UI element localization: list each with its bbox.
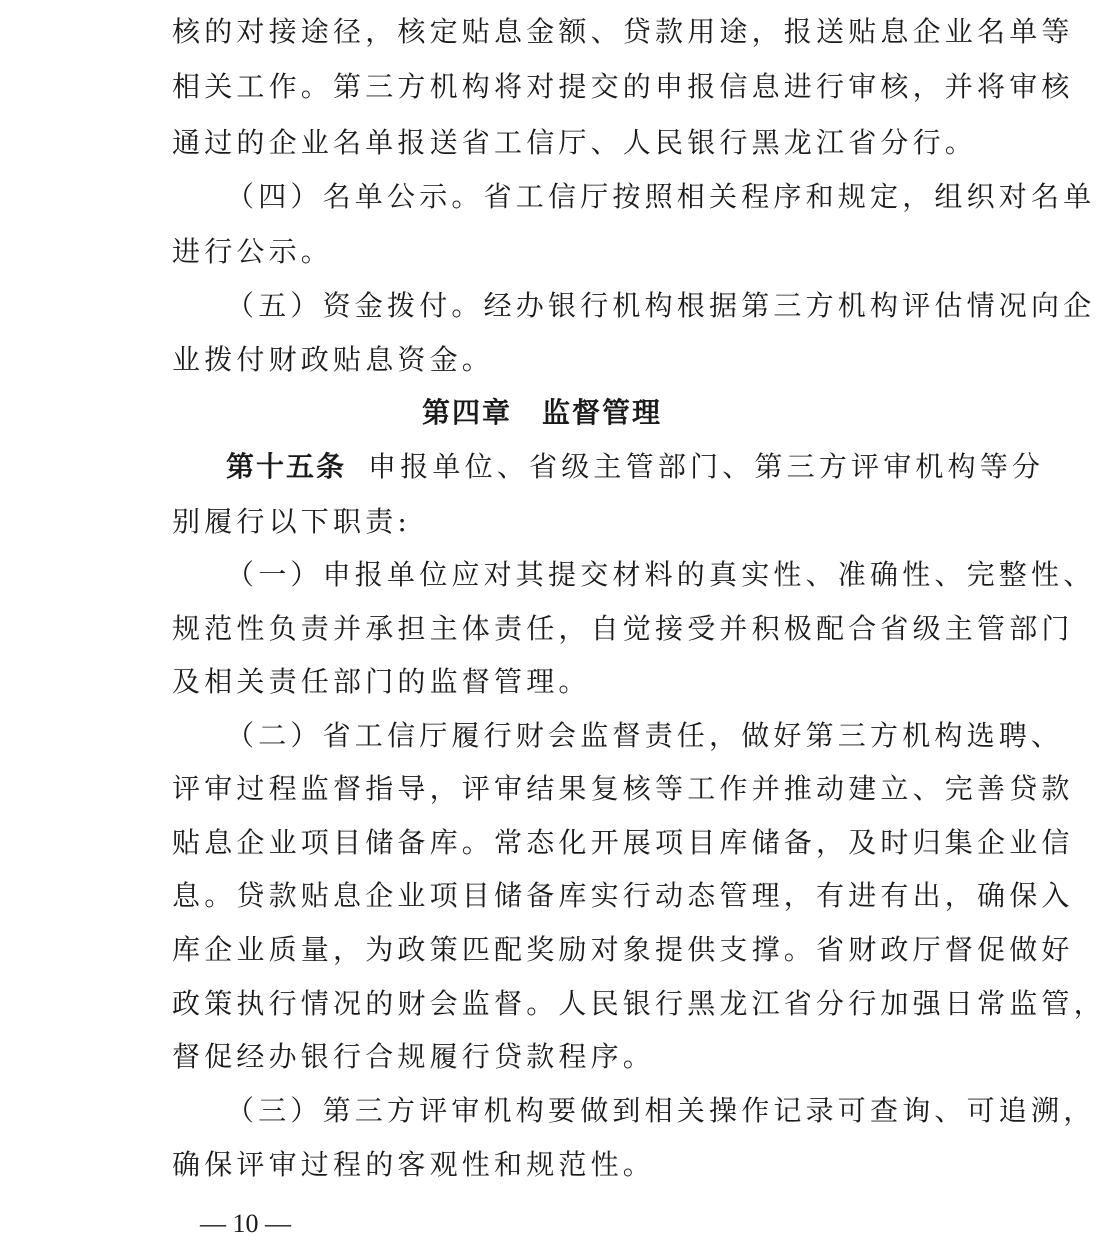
chapter-heading: 第四章 监督管理	[421, 396, 662, 429]
text-line: 通过的企业名单报送省工信厅、人民银行黑龙江省分行。	[172, 126, 978, 159]
text-line: 业拨付财政贴息资金。	[172, 343, 495, 376]
text-line: 核的对接途径，核定贴息金额、贷款用途，报送贴息企业名单等	[172, 15, 1074, 48]
text-line: 及相关责任部门的监督管理。	[172, 665, 591, 698]
text-line: 库企业质量，为政策匹配奖励对象提供支撑。省财政厅督促做好	[172, 933, 1074, 966]
text-line: 进行公示。	[172, 235, 334, 268]
text-line: 评审过程监督指导，评审结果复核等工作并推动建立、完善贷款	[172, 772, 1074, 805]
text-line: 规范性负责并承担主体责任，自觉接受并积极配合省级主管部门	[172, 612, 1074, 645]
text-line: （一）申报单位应对其提交材料的真实性、准确性、完整性、	[226, 558, 1096, 591]
text-line: 督促经办银行合规履行贷款程序。	[172, 1040, 656, 1073]
article-text: 申报单位、省级主管部门、第三方评审机构等分	[368, 450, 1045, 483]
text-line: 相关工作。第三方机构将对提交的申报信息进行审核，并将审核	[172, 70, 1074, 103]
text-line: （五）资金拨付。经办银行机构根据第三方机构评估情况向企	[226, 289, 1096, 322]
text-line: 确保评审过程的客观性和规范性。	[172, 1148, 656, 1181]
text-line: （二）省工信厅履行财会监督责任，做好第三方机构选聘、	[226, 719, 1064, 752]
text-line: （四）名单公示。省工信厅按照相关程序和规定，组织对名单	[226, 180, 1096, 213]
text-line: 息。贷款贴息企业项目储备库实行动态管理，有进有出，确保入	[172, 879, 1074, 912]
page-number: — 10 —	[200, 1209, 291, 1238]
article-label: 第十五条	[226, 450, 347, 483]
text-line: 贴息企业项目储备库。常态化开展项目库储备，及时归集企业信	[172, 826, 1074, 859]
text-line: 别履行以下职责:	[172, 505, 412, 538]
article-first-line	[226, 447, 1045, 487]
text-line: 政策执行情况的财会监督。人民银行黑龙江省分行加强日常监管，	[172, 987, 1106, 1020]
text-line: （三）第三方评审机构要做到相关操作记录可查询、可追溯，	[226, 1094, 1096, 1127]
